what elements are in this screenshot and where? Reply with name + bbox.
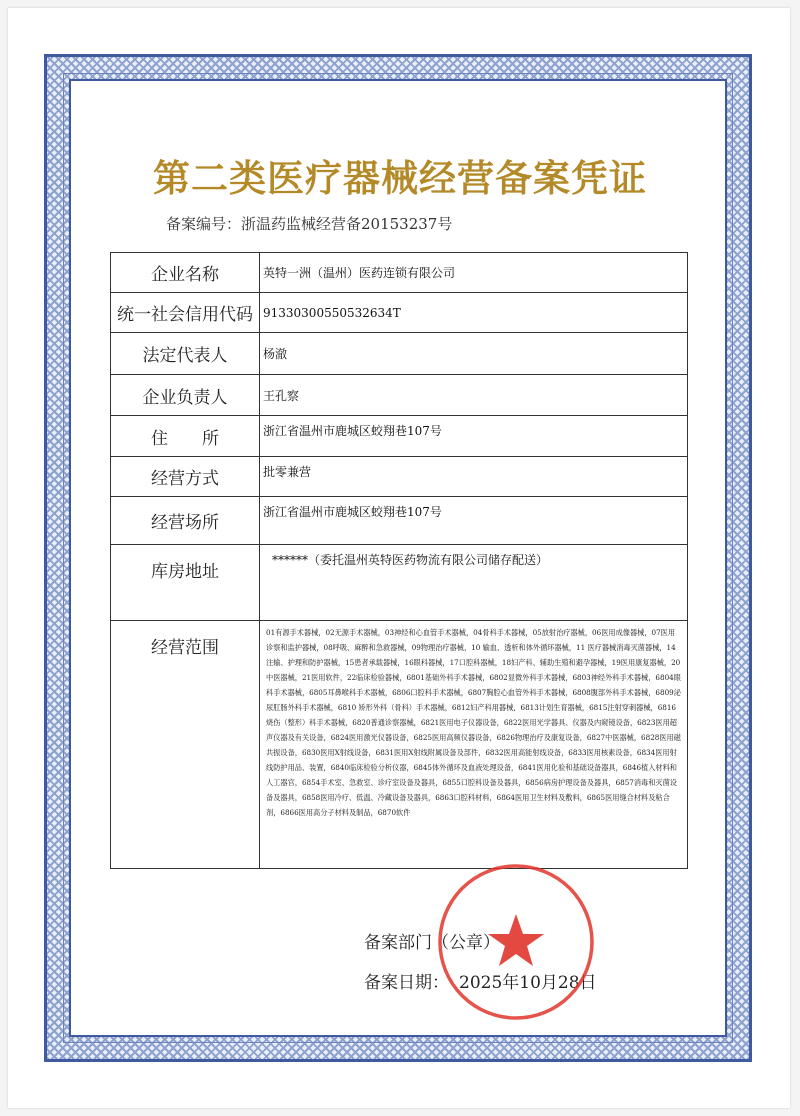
field-value-warehouse xyxy=(260,545,688,621)
field-label: 库房地址 xyxy=(111,545,260,621)
field-label: 企业名称 xyxy=(111,253,260,293)
info-table xyxy=(110,252,688,869)
field-label: 法定代表人 xyxy=(111,333,260,375)
field-value-premises: 浙江省温州市鹿城区蛟翔巷107号 xyxy=(260,497,688,545)
field-value-company-name: 英特一洲（温州）医药连锁有限公司 xyxy=(260,253,688,293)
table-row xyxy=(111,333,688,375)
table-row xyxy=(111,545,688,621)
table-row xyxy=(111,497,688,545)
table-row xyxy=(111,621,688,869)
field-value-credit-code: 91330300550532634T xyxy=(260,293,688,333)
field-value-scope xyxy=(260,621,688,869)
date-value: 2025年10月28日 xyxy=(459,973,597,993)
table-row xyxy=(111,457,688,497)
field-value-address: 浙江省温州市鹿城区蛟翔巷107号 xyxy=(260,416,688,457)
field-label: 经营方式 xyxy=(111,457,260,497)
date-label: 备案日期： xyxy=(364,973,449,993)
business-scope-text: 01有源手术器械，02无源手术器械，03神经和心血管手术器械，04骨科手术器械，05放射治疗器械，06医用成像器械，07医用诊察和监护器械，08呼吸、麻醉和急救器械，09物理治疗器械，10 输血、透析和体外循环器械，11 医疗器械消毒灭菌器械，14注输、护理和防护器械，15患者承载器械，16眼科器械，17口腔科器械，18妇产科、辅助生殖和避孕器械，19医用康复器械，20中医器械，21医用软件，22临床检验器械，6801基础外科手术器械，6802显微外科手术器械，6803神经外科手术器械，6804眼科手术器械，6805耳鼻喉科手术器械，6806口腔科手术器械，6807胸腔心血管外科手术器械，6808腹部外科手术器械，6809泌尿肛肠外科手术器械，6810 矫形外科（骨科）手术器械，6812妇产科用器械，6813计划生育器械，6815注射穿刺器械，6816烧伤（整形）科手术器械，6820普通诊察器械，6821医用电子仪器设备，6822医用光学器具、仪器及内窥镜设备，6823医用超声仪器及有关设备，6824医用激光仪器设备，6825医用高频仪器设备，6826物理治疗及康复设备，6827中医器械，6828医用磁共振设备，6830医用X射线设备，6831医用X射线附属设备及部件，6832医用高能射线设备，6833医用核素设备，6834医用射线防护用品、装置，6840临床检验分析仪器，6845体外循环及血液处理设备，6841医用化验和基础设备器具，6846植入材料和人工器官，6854手术室、急救室、诊疗室设备及器具，6855口腔科设备及器具，6856病房护理设备及器具，6857消毒和灭菌设备及器具，6858医用冷疗、低温、冷藏设备及器具，6863口腔科材料，6864医用卫生材料及敷料，6865医用缝合材料及粘合剂，6866医用高分子材料及制品，6870软件 xyxy=(266,628,681,817)
table-row xyxy=(111,293,688,333)
field-label: 统一社会信用代码 xyxy=(111,293,260,333)
department-label: 备案部门（公章） xyxy=(364,933,500,953)
record-number: 备案编号：浙温药监械经营备20153237号 xyxy=(166,215,453,233)
table-row xyxy=(111,253,688,293)
official-seal xyxy=(436,862,596,1022)
field-label: 经营场所 xyxy=(111,497,260,545)
table-row xyxy=(111,375,688,416)
warehouse-text: ******（委托温州英特医药物流有限公司储存配送） xyxy=(272,553,549,567)
field-value-legal-rep: 杨澈 xyxy=(260,333,688,375)
field-label: 经营范围 xyxy=(111,621,260,869)
field-label: 企业负责人 xyxy=(111,375,260,416)
table-row xyxy=(111,416,688,457)
field-value-business-mode: 批零兼营 xyxy=(260,457,688,497)
field-value-manager: 王孔察 xyxy=(260,375,688,416)
certificate-title: 第二类医疗器械经营备案凭证 xyxy=(153,156,647,200)
field-label: 住 所 xyxy=(111,416,260,457)
